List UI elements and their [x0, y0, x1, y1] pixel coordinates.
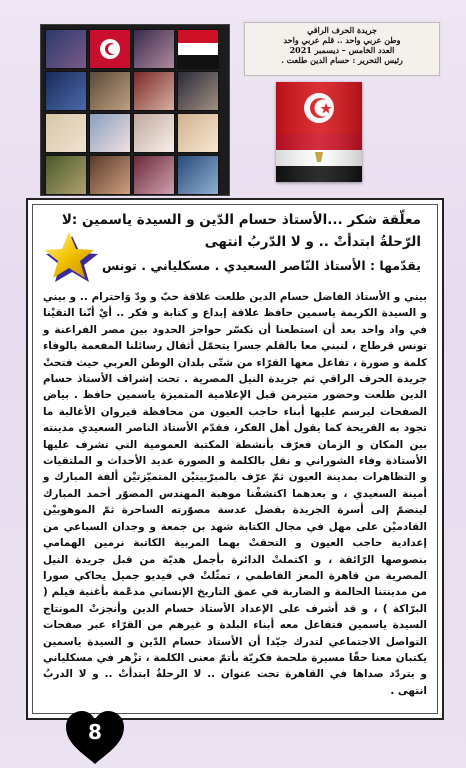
collage-photo	[45, 29, 87, 69]
header-line-1: جريدة الحرف الراقي	[307, 25, 377, 35]
collage-photo	[177, 71, 219, 111]
collage-photo	[89, 155, 131, 195]
gold-star-icon	[43, 229, 99, 283]
collage-photo	[133, 71, 175, 111]
tunisia-egypt-flag-image	[276, 82, 362, 182]
collage-photo	[45, 71, 87, 111]
header-line-4: رئيس التحرير : حسام الدين طلعت .	[281, 55, 403, 65]
header-line-2: وطن عربي واحد .. قلم عربي واحد	[283, 35, 401, 45]
collage-photo	[45, 113, 87, 153]
collage-photo	[177, 155, 219, 195]
article-byline: يقدّمها : الأستاذ النّاصر السعيدي . مسكلياني . تونس	[101, 258, 421, 273]
collage-flag-tunisia	[89, 29, 131, 69]
collage-flag-egypt	[177, 29, 219, 69]
header-line-3: العدد الخامس – ديسمبر 2021	[289, 45, 395, 55]
collage-photo	[45, 155, 87, 195]
photo-collage	[40, 24, 230, 196]
collage-photo	[177, 113, 219, 153]
collage-photo	[89, 113, 131, 153]
newspaper-header	[244, 22, 440, 76]
collage-photo	[89, 71, 131, 111]
page-number: 8	[88, 720, 102, 744]
collage-photo	[133, 29, 175, 69]
collage-photo	[133, 155, 175, 195]
collage-photo	[133, 113, 175, 153]
article-title: معلّقة شكر ...الأستاذ حسام الدّين و السيدة ياسمين :لا الرّحلةُ ابتدأتْ .. و لا الدّربُ انتهى	[61, 212, 421, 250]
article-inner-frame	[32, 204, 438, 714]
article-frame	[26, 198, 444, 720]
article-body: بيني و الأستاذ الفاضل حسام الدين طلعت علاقة حبّ و ودّ وَاحترام .. و بيني و السيدة الكريمة ياسمين حافظ علاقة إبداع و كتابة و فكر .. أيْ أنّنا التقيْنا في واد واحد بعد أن استطعنا أن نكسّر حواجز الحدود بين مصر الفراعنة و تونس قرطاج ، لنبني معا بالقلم جسرا يتحمّل أثقال رسائلنا المفعمة بالوفاء كلمة و صورة ، تفاعل معها القرّاء من شتّى بلدان الوطن العربي حيث فتحتْ جريدة الحرف الراقي ثم جريدة النيل المصرية . تحت إشراف الأستاذ حسام الدين طلعت وحضور متيرمن قبل الإعلامية المتميزة ياسمين حافظ . بياض الصفحات ليرسم عليها أبناء حاجب العيون من محافظة قيروان الأغالبة ما تجود به القريحة كما يقول أهل الفكر، فقدّم الأستاذ الناصر السعيدي مدينته بين المكان و الزمان فعرّف بأنشطة المكتبة العمومية التي تشرف عليها الأستاذة وفاء الشوراني و نقل بالكلمة و الصورة عديد الأحداث و الملتقيات و التظاهرات بمدينة العيون ثمّ عرّف بالمبرّبيتيْن المتميّزتيْن ألفة المبارك و أمينة السعيدي ، و بعدهما اكتشفْنا موهبة المهندس المصوّر أحمد المبارك لينضمّ إلى أسرة الجريدة بفضل عدسة مصوّرته الساحرة ثمّ الموهوبيْن القادميْن على مهل في مجال الكتابة شهد بن جمعة و وجدان السباعي من إعدادية حاجب العيون و التحقتْ بهما المربية الكاتبة نرمين الهمامي بنصوصها الرّائقة ، و اكتملتْ الدائرة بأجمل هديّة من قبل جريدة النيل المصرية من قاهرة المعز الفاطمي ، تمثّلتْ في فيديو جميل يحاكي صورا من مدينتنا الحالمة و الضاربة في عمق التاريخ الإنساني مدعّمة بأغنية فيلم ( البرّاكة ) ، و قد أشرف على الإعداد الأستاذ حسام الدين وأنجزتْ المونتاج السيدة ياسمين فتفاعل معه أبناء البلدة و غيرهم من القرّاء عبر صفحات التواصل الاجتماعي لتدرك جيّدا أن الأستاذ حسام الدّين و السيدة ياسمين يكتبان معنا حقّا مسيرة ملحمة فكريّة بأتمّ معنى الكلمة ، تزْهر في مسكلياني و يتردّد صداها في القاهرة تحت عنوان .. لا الرحلةُ ابتدأتْ .. و لا الدربُ انتهى .	[43, 291, 427, 697]
